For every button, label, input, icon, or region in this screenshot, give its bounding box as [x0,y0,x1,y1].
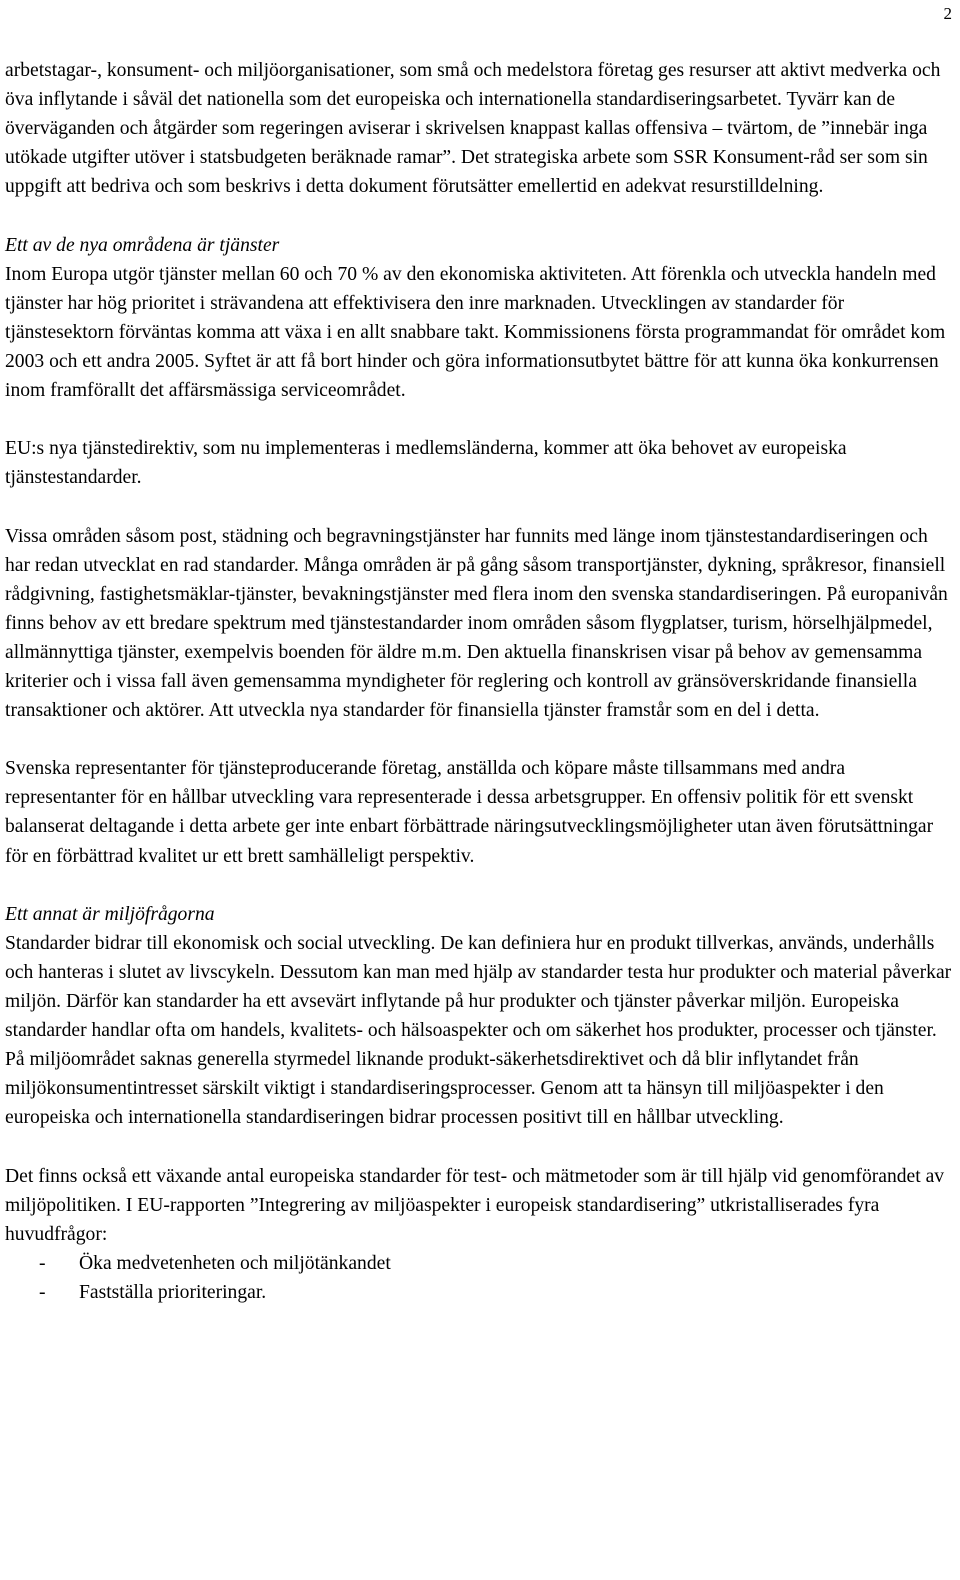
priority-list [5,1249,955,1307]
list-item-text: Fastställa prioriteringar. [79,1281,267,1303]
list-dash: - [39,1281,46,1303]
section-heading-environment: Ett annat är miljöfrågorna [5,903,215,925]
services-paragraph-2: EU:s nya tjänstedirektiv, som nu implementeras i medlemsländerna, kommer att öka behovet av europeiska tjänstestandarder. [5,438,847,489]
section-heading-services: Ett av de nya områdena är tjänster [5,234,280,256]
list-dash: - [39,1252,46,1274]
intro-paragraph: arbetstagar-, konsument- och miljöorganisationer, som små och medelstora företag ges resurser att aktivt medverka och öva inflytande i såväl det nationella som det europeiska och internationella standardiseringsarbetet. Tyvärr kan de överväganden och åtgärder som regeringen aviserar i skrivelsen knappast kallas offensiva – tvärtom, de ”innebär inga utökade utgifter utöver i statsbudgeten beräknade ramar”. Det strategiska arbete som SSR Konsument-råd ser som sin uppgift att bedriva och som beskrivs i detta dokument förutsätter emellertid en adekvat resurstilldelning. [5,60,941,198]
list-item [5,1249,955,1278]
services-paragraph-4: Svenska representanter för tjänsteproducerande företag, anställda och köpare måste tillsammans med andra representanter för en hållbar utveckling vara representerade i dessa arbetsgrupper. En offensiv politik för ett svenskt balanserat deltagande i detta arbete ger inte enbart förbättrade näringsutvecklingsmöjligheter utan även förutsättningar för en förbättrad kvalitet ur ett brett samhälleligt perspektiv. [5,758,934,867]
services-paragraph-3: Vissa områden såsom post, städning och begravningstjänster har funnits med länge inom tjänstestandardiseringen och har redan utvecklat en rad standarder. Många områden är på gång såsom transportjänster, dykning, språkresor, finansiell rådgivning, fastighetsmäklar-tjänster, bevakningstjänster med flera inom den svenska standardiseringen. På europanivån finns behov av ett bredare spektrum med tjänstestandarder inom områden såsom flygplatser, turism, hörselhjälpmedel, allmännyttiga tjänster, exempelvis boenden för äldre m.m. Den aktuella finanskrisen visar på behov av gemensamma kriterier och i vissa fall även gemensamma myndigheter för reglering och kontroll av gränsöverskridande finansiella transaktioner och aktörer. Att utveckla nya standarder för finansiella tjänster framstår som en del i detta. [5,525,948,722]
page-number: 2 [943,4,952,23]
list-item [5,1278,955,1307]
services-paragraph-1: Inom Europa utgör tjänster mellan 60 och 70 % av den ekonomiska aktiviteten. Att förenkla och utveckla handeln med tjänster har hög prioritet i strävandena att effektivisera den inre marknaden. Utvecklingen av standarder för tjänstesektorn förväntas komma att växa i en allt snabbare takt. Kommissionens första programmandat för området kom 2003 och ett andra 2005. Syftet är att få bort hinder och göra informationsutbytet bättre för att kunna öka konkurrensen inom framförallt det affärsmässiga serviceområdet. [5,263,946,402]
environment-paragraph-2: Det finns också ett växande antal europeiska standarder för test- och mätmetoder som är till hjälp vid genomförandet av miljöpolitiken. I EU-rapporten ”Integrering av miljöaspekter i europeisk standardisering” utkristalliserades fyra huvudfrågor: [5,1165,945,1245]
environment-paragraph-1: Standarder bidrar till ekonomisk och social utveckling. De kan definiera hur en produkt tillverkas, används, underhålls och hanteras i slutet av livscykeln. Dessutom kan man med hjälp av standarder testa hur produkter och material påverkar miljön. Därför kan standarder ha ett avsevärt inflytande på hur produkter och tjänster påverkar miljön. Europeiska standarder handlar ofta om handels, kvalitets- och hälsoaspekter och om säkerhet hos produkter, processer och tjänster. På miljöområdet saknas generella styrmedel liknande produkt-säkerhetsdirektivet och då blir inflytandet från miljökonsumentintresset särskilt viktigt i standardiseringsprocesser. Genom att ta hänsyn till miljöaspekter i den europeiska och internationella standardiseringen bidrar processen positivt till en hållbar utveckling. [5,932,952,1129]
document-body [5,56,955,1307]
list-item-text: Öka medvetenheten och miljötänkandet [79,1252,391,1274]
